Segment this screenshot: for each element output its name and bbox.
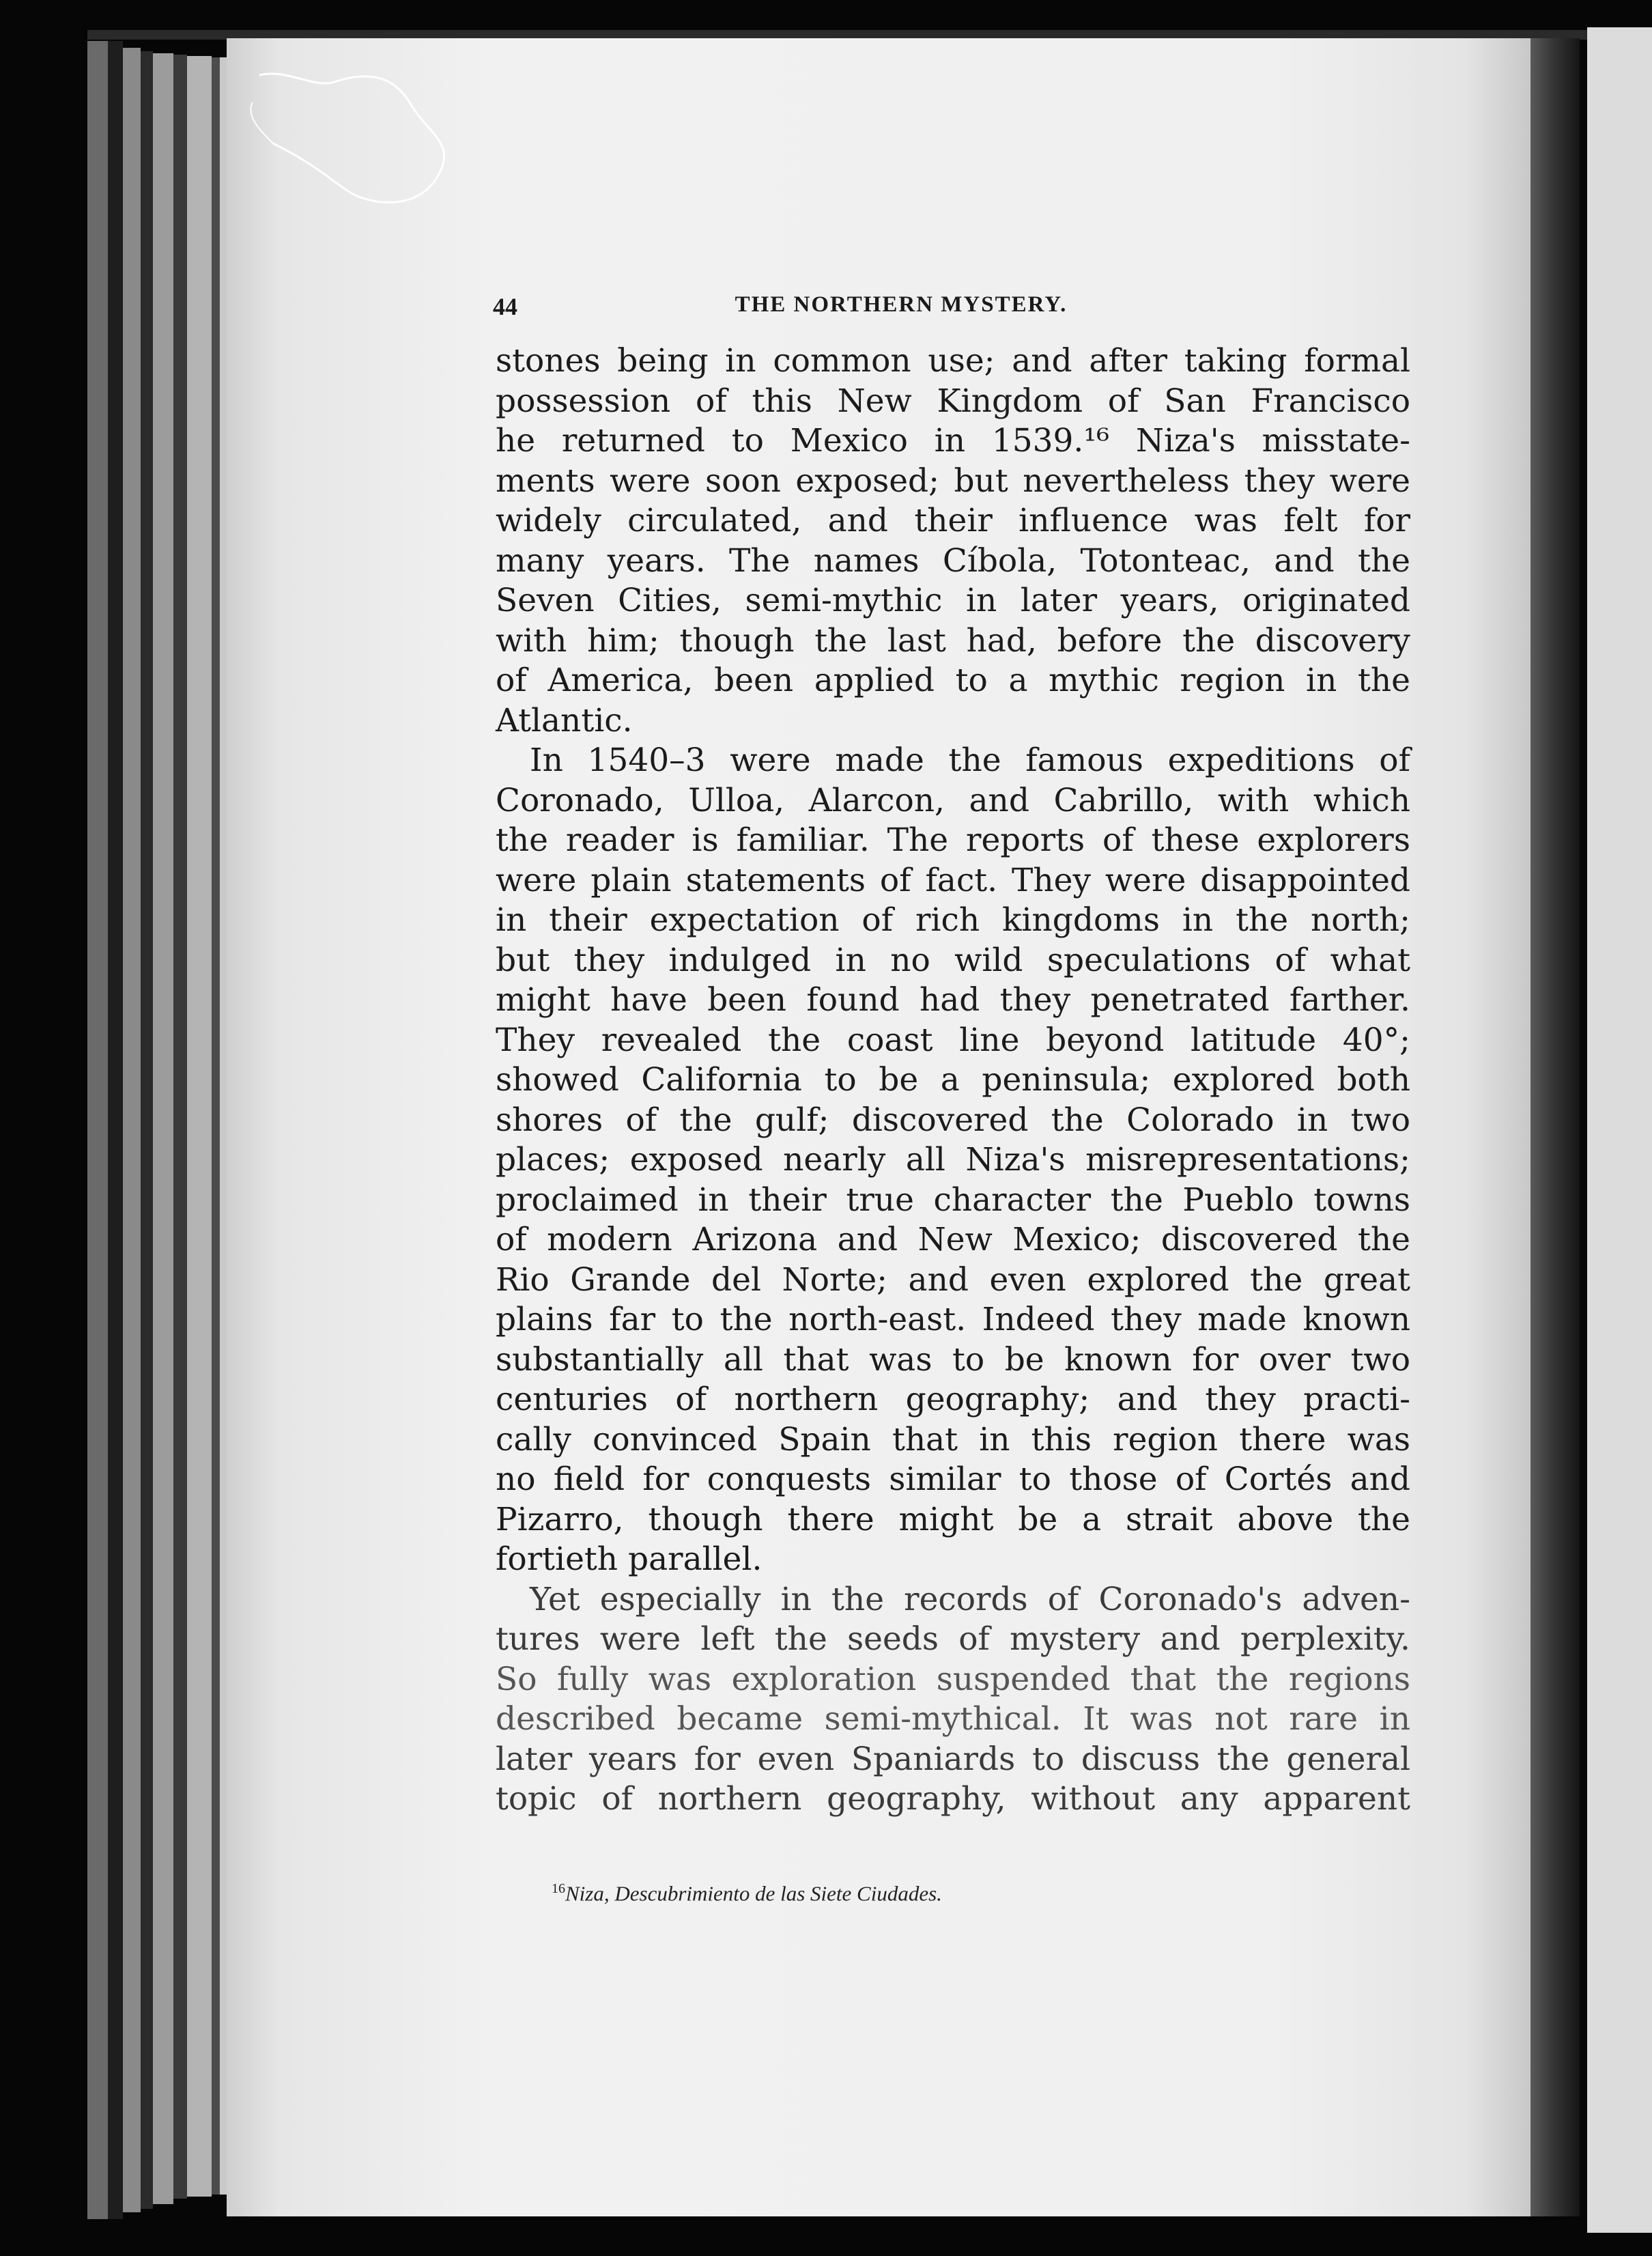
text-line: in their expectation of rich kingdoms in the north; — [496, 901, 1410, 939]
text-line: topic of northern geography, without any apparent — [496, 1780, 1410, 1818]
text-line: described became semi-mythical. It was not rare in — [496, 1700, 1410, 1738]
text-line: widely circulated, and their influence was felt for — [496, 502, 1410, 539]
text-line: In 1540–3 were made the famous expeditions of — [530, 742, 1410, 779]
text-line: possession of this New Kingdom of San Francisco — [496, 382, 1410, 420]
page-edge — [123, 48, 141, 2212]
facing-page-strip — [1587, 27, 1652, 2233]
text-line: with him; though the last had, before the discovery — [496, 621, 1410, 660]
page-edge — [173, 55, 187, 2199]
page-edge — [220, 57, 227, 2195]
hair-mark — [232, 61, 492, 225]
text-line: ments were soon exposed; but nevertheless they were — [496, 462, 1410, 500]
text-line: proclaimed in their true character the Pueblo towns — [496, 1181, 1410, 1219]
text-line: tures were left the seeds of mystery and perplexity. — [496, 1620, 1410, 1658]
text-line: but they indulged in no wild speculations of what — [496, 941, 1410, 979]
text-line: the reader is familiar. The reports of these explorers — [496, 821, 1410, 859]
body-text — [496, 341, 1410, 1820]
text-line: of America, been applied to a mythic region in the — [496, 662, 1410, 699]
text-line: substantially all that was to be known for over two — [496, 1340, 1410, 1379]
running-head: THE NORTHERN MYSTERY. — [735, 292, 1068, 317]
text-line: of modern Arizona and New Mexico; discovered the — [496, 1221, 1410, 1258]
text-line: were plain statements of fact. They were disappointed — [496, 861, 1410, 899]
page-edge — [153, 53, 173, 2204]
footnote-text: Niza, Descubrimiento de las Siete Ciudades. — [565, 1881, 942, 1906]
text-line: he returned to Mexico in 1539.¹⁶ Niza's misstate- — [496, 422, 1410, 460]
footnote-marker: 16 — [552, 1881, 565, 1896]
book-binding — [1530, 38, 1580, 2216]
page-edge — [87, 41, 108, 2219]
text-line: plains far to the north-east. Indeed they made known — [496, 1301, 1410, 1338]
footnote — [552, 1881, 942, 1906]
text-line: So fully was exploration suspended that the regions — [496, 1660, 1410, 1698]
text-line: many years. The names Cíbola, Totonteac, and the — [496, 541, 1410, 580]
text-line: later years for even Spaniards to discuss the general — [496, 1740, 1410, 1778]
text-line: Pizarro, though there might be a strait above the — [496, 1500, 1410, 1538]
page-edge — [187, 56, 212, 2197]
page-number: 44 — [493, 293, 517, 320]
text-line: stones being in common use; and after taking formal — [496, 342, 1410, 380]
text-line: Seven Cities, semi-mythic in later years, originated — [496, 582, 1410, 619]
text-line: They revealed the coast line beyond latitude 40°; — [496, 1021, 1410, 1059]
text-line: Yet especially in the records of Coronado's adven- — [530, 1580, 1410, 1618]
text-line: shores of the gulf; discovered the Colorado in two — [496, 1101, 1410, 1139]
text-line: showed California to be a peninsula; explored both — [496, 1061, 1410, 1099]
text-line: fortieth parallel. — [496, 1540, 763, 1578]
text-line: might have been found had they penetrated farther. — [496, 981, 1410, 1019]
page-edge — [141, 51, 153, 2209]
text-line: Rio Grande del Norte; and even explored the great — [496, 1260, 1410, 1299]
text-line: centuries of northern geography; and they practi- — [496, 1381, 1410, 1418]
text-line: Coronado, Ulloa, Alarcon, and Cabrillo, with which — [496, 781, 1410, 819]
page-edge — [212, 57, 220, 2195]
text-line: places; exposed nearly all Niza's misrepresentations; — [496, 1141, 1410, 1179]
text-line: cally convinced Spain that in this region there was — [496, 1420, 1410, 1458]
text-line: no field for conquests similar to those of Cortés and — [496, 1461, 1410, 1498]
text-line: Atlantic. — [496, 701, 633, 739]
page-edge — [108, 41, 123, 2219]
